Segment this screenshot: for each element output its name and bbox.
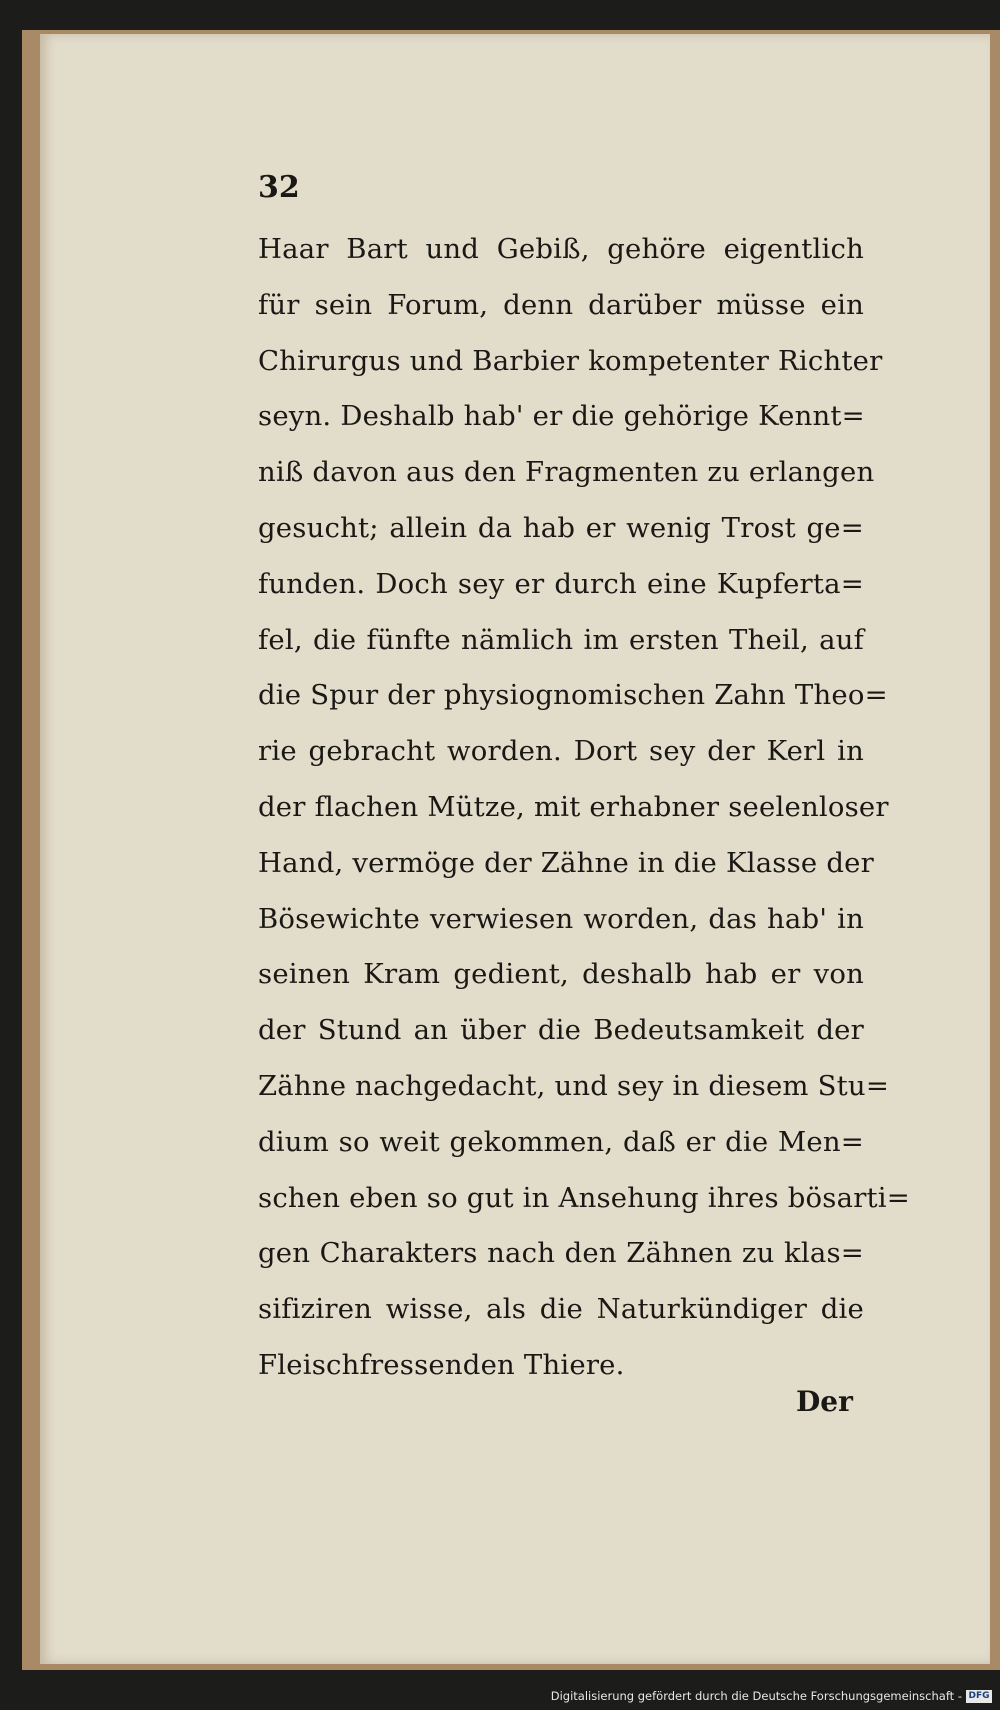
catchword: Der <box>796 1385 853 1418</box>
text-line: Chirurgus und Barbier kompetenter Richter <box>258 344 883 377</box>
text-line: der flachen Mütze, mit erhabner seelenloser <box>258 790 889 823</box>
text-line: sifiziren wisse, als die Naturkündiger die <box>258 1293 864 1326</box>
funding-credit: Digitalisierung gefördert durch die Deutsche Forschungsgemeinschaft - <box>550 1689 962 1703</box>
text-line: Zähne nachgedacht, und sey in diesem Stu= <box>258 1069 890 1102</box>
text-line: der Stund an über die Bedeutsamkeit der <box>258 1014 864 1047</box>
text-line: gesucht; allein da hab er wenig Trost ge= <box>258 511 864 544</box>
text-line: die Spur der physiognomischen Zahn Theo= <box>258 679 888 712</box>
text-line: Haar Bart und Gebiß, gehöre eigentlich <box>258 233 864 265</box>
dfg-logo-icon: DFG <box>966 1690 992 1703</box>
text-line: seyn. Deshalb hab' er die gehörige Kennt= <box>258 400 865 433</box>
text-line: gen Charakters nach den Zähnen zu klas= <box>258 1237 864 1270</box>
text-line: rie gebracht worden. Dort sey der Kerl in <box>258 735 864 768</box>
text-line: dium so weit gekommen, daß er die Men= <box>258 1125 864 1158</box>
text-line: Fleischfressenden Thiere. <box>258 1348 625 1381</box>
footer-bar <box>0 1680 1000 1710</box>
page-number: 32 <box>258 170 300 205</box>
text-line: niß davon aus den Fragmenten zu erlangen <box>258 456 875 489</box>
text-line: Hand, vermöge der Zähne in die Klasse der <box>258 846 874 879</box>
text-line: schen eben so gut in Ansehung ihres bösarti= <box>258 1181 911 1214</box>
text-line: Bösewichte verwiesen worden, das hab' in <box>258 902 864 935</box>
text-line: fel, die fünfte nämlich im ersten Theil, auf <box>258 623 864 656</box>
text-line: seinen Kram gedient, deshalb hab er von <box>258 958 864 991</box>
text-line: funden. Doch sey er durch eine Kupferta= <box>258 567 864 600</box>
text-line: für sein Forum, denn darüber müsse ein <box>258 288 864 321</box>
body-text <box>258 222 911 1394</box>
